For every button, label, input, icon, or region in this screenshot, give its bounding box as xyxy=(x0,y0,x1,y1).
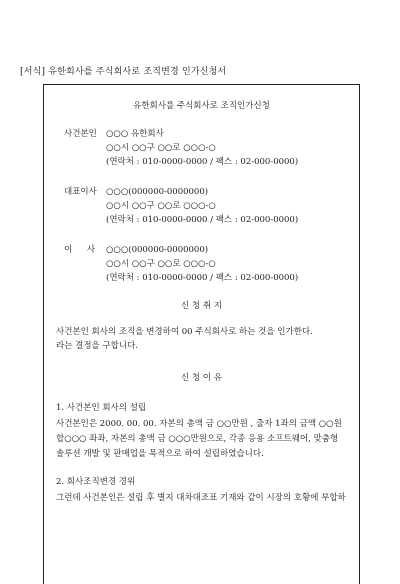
section2-line: 그런데 사건본인은 설립 후 별지 대차대조표 기재와 같이 시장의 호황에 부합하 xyxy=(56,493,346,503)
party-name-director: ○○○(000000-0000000) xyxy=(106,245,209,255)
purpose-heading: 신 청 취 지 xyxy=(181,301,222,311)
party-name-ceo: ○○○(000000-0000000) xyxy=(106,187,209,197)
party-label-director: 이 사 xyxy=(64,245,102,255)
section1-line: 솔루션 개발 및 판매업을 목적으로 하여 설립하였습니다. xyxy=(56,449,264,459)
reason-heading: 신 청 이 유 xyxy=(181,373,222,383)
purpose-line: 라는 결정을 구합니다. xyxy=(56,341,139,351)
party-contact-applicant: (연락처 : 010-0000-0000 / 팩스 : 02-000-0000) xyxy=(106,157,299,167)
party-label-applicant: 사건본인 xyxy=(64,129,97,139)
document-title: 유한회사를 주식회사로 조직인가신청 xyxy=(133,101,270,111)
party-contact-ceo: (연락처 : 010-0000-0000 / 팩스 : 02-000-0000) xyxy=(106,215,299,225)
party-name-applicant: ○○○ 유한회사 xyxy=(106,129,164,139)
document-frame xyxy=(43,84,360,584)
section1-line: 사건본인은 2000. 00. 00. 자본의 총액 금 ○○만원 , 출자 1좌의 금액 ○○원 xyxy=(56,419,342,429)
section1-title: 1. 사건본인 회사의 설립 xyxy=(56,403,147,413)
purpose-line: 사건본인 회사의 조직을 변경하여 00 주식회사로 하는 것을 인가한다. xyxy=(56,327,313,337)
party-contact-director: (연락처 : 010-0000-0000 / 팩스 : 02-000-0000) xyxy=(106,273,299,283)
party-label-ceo: 대표이사 xyxy=(64,187,97,197)
section1-line: 합○○○ 좌좌, 자본의 총액 금 ○○○만원으로, 각종 응용 소프트웨어, 맞춤형 xyxy=(56,434,339,444)
form-caption: [서식] 유한회사를 주식회사로 조직변경 인가신청서 xyxy=(20,67,227,77)
party-address-director: ○○시 ○○구 ○○로 ○○○-○ xyxy=(106,259,216,269)
party-address-ceo: ○○시 ○○구 ○○로 ○○○-○ xyxy=(106,201,216,211)
section2-title: 2. 회사조직변경 경위 xyxy=(56,477,136,487)
party-address-applicant: ○○시 ○○구 ○○로 ○○○-○ xyxy=(106,143,216,153)
